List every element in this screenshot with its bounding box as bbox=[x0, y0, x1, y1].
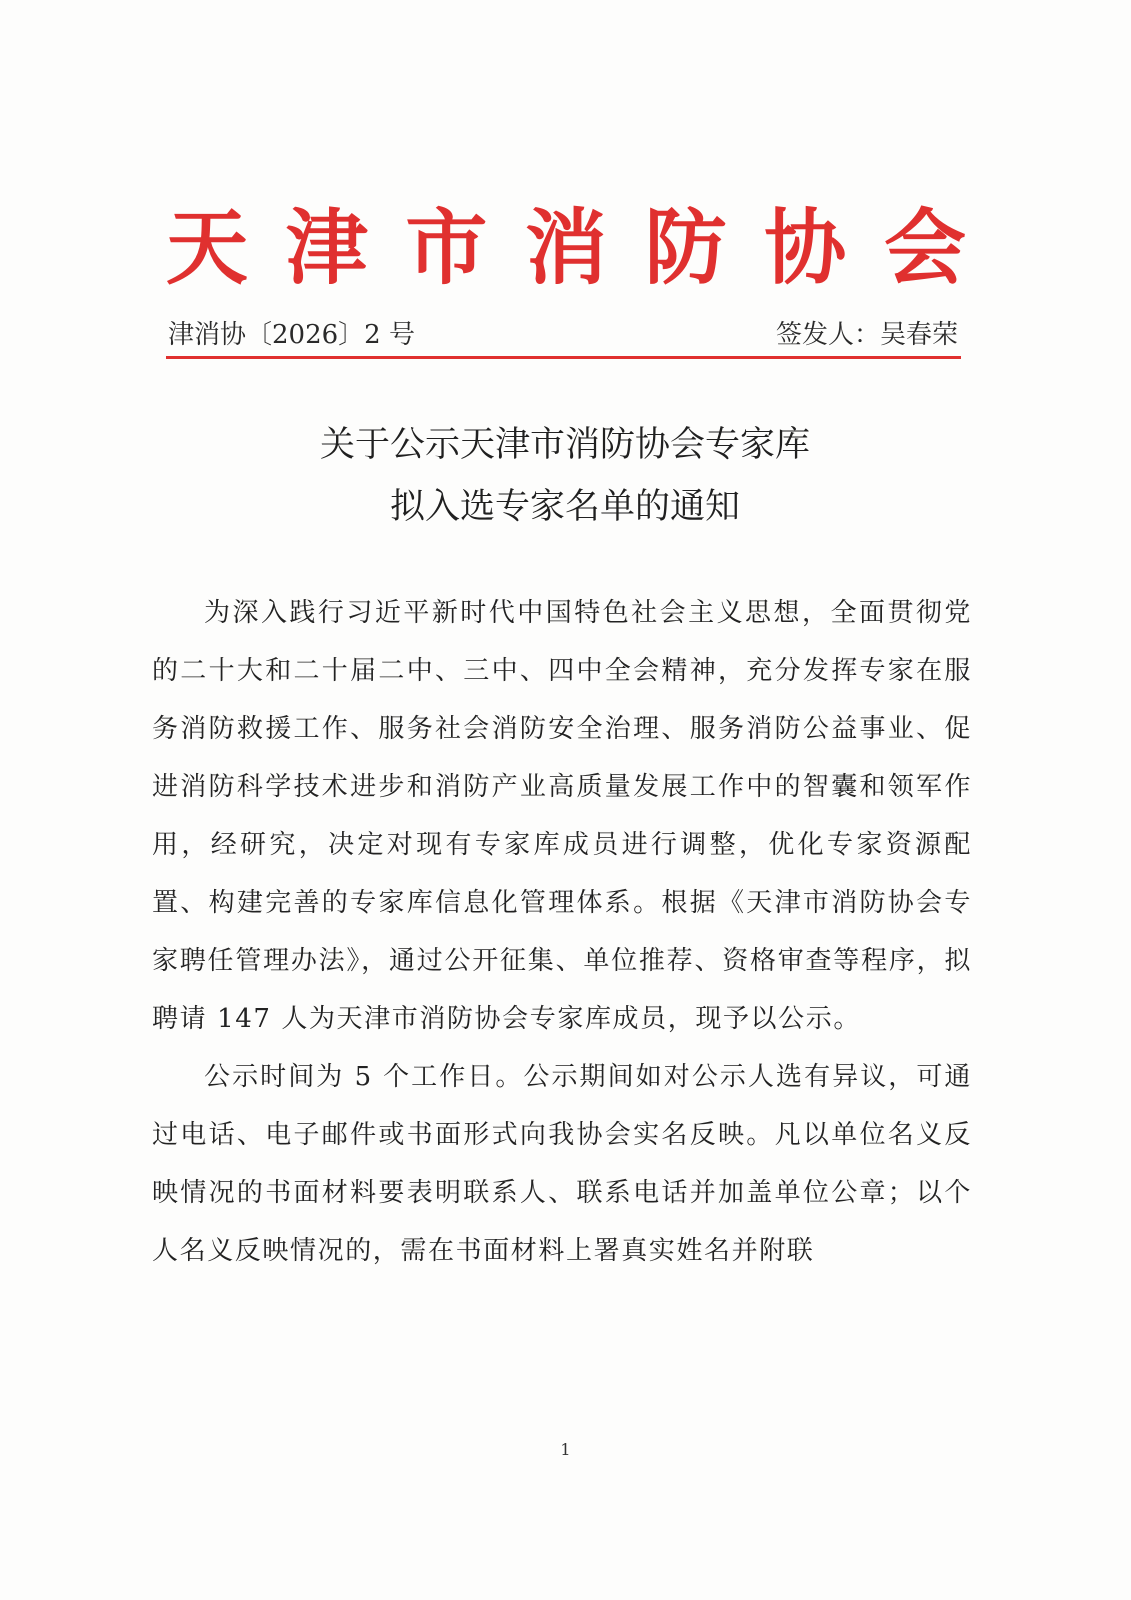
document-title bbox=[150, 414, 980, 538]
masthead-org-name bbox=[166, 198, 966, 298]
document-body bbox=[152, 584, 972, 1280]
masthead-char: 消 bbox=[524, 200, 607, 296]
title-line-2: 拟入选专家名单的通知 bbox=[389, 487, 740, 527]
document-meta-row bbox=[168, 316, 958, 348]
issuer-signature-line: 签发人：吴春荣 bbox=[775, 319, 958, 350]
page-number: 1 bbox=[560, 1440, 571, 1459]
title-line-1: 关于公示天津市消防协会专家库 bbox=[319, 425, 810, 465]
masthead-char: 市 bbox=[405, 200, 488, 296]
masthead-char: 天 bbox=[166, 200, 249, 296]
body-paragraph-2: 公示时间为 5 个工作日。公示期间如对公示人选有异议，可通过电话、电子邮件或书面形式向我协会实名反映。凡以单位名义反映情况的书面材料要表明联系人、联系电话并加盖单位公章；以个人名义反映情况的，需在书面材料上署真实姓名并附联 bbox=[152, 1062, 972, 1266]
masthead-char: 防 bbox=[644, 200, 727, 296]
body-paragraph-1: 为深入践行习近平新时代中国特色社会主义思想，全面贯彻党的二十大和二十届二中、三中、四中全会精神，充分发挥专家在服务消防救援工作、服务社会消防安全治理、服务消防公益事业、促进消防科学技术进步和消防产业高质量发展工作中的智囊和领军作用，经研究，决定对现有专家库成员进行调整，优化专家资源配置、构建完善的专家库信息化管理体系。根据《天津市消防协会专家聘任管理办法》，通过公开征集、单位推荐、资格审查等程序，拟聘请 147 人为天津市消防协会专家库成员，现予以公示。 bbox=[152, 598, 972, 1034]
red-divider-line bbox=[166, 356, 961, 359]
document-number: 津消协〔2026〕2 号 bbox=[168, 319, 415, 350]
masthead-char: 会 bbox=[883, 200, 966, 296]
masthead-char: 津 bbox=[285, 200, 368, 296]
masthead-char: 协 bbox=[764, 200, 847, 296]
